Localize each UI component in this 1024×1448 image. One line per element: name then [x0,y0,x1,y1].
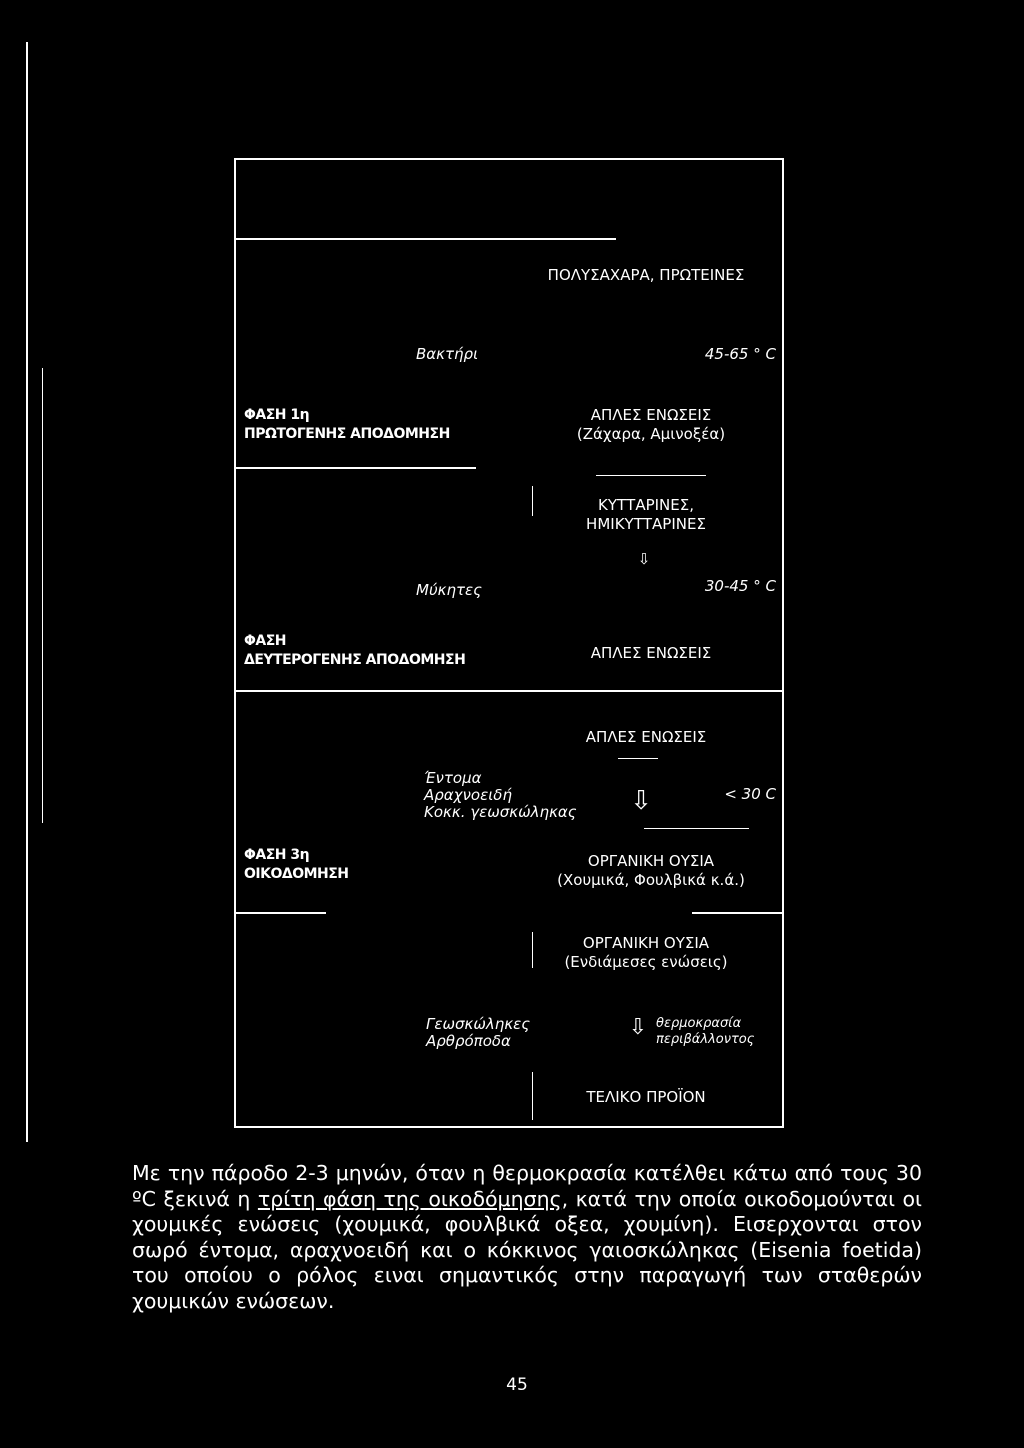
connector-phase4 [532,932,533,968]
phase1-output-line2: (Ζάχαρα, Αμινοξέα) [576,425,726,443]
page-number: 45 [506,1375,528,1395]
divider-phase3-short [618,758,658,759]
phase3-input: ΑΠΛΕΣ ΕΝΩΣΕΙΣ [585,728,707,746]
phase1-output-line1: ΑΠΛΕΣ ΕΝΩΣΕΙΣ [590,406,712,424]
phase4-input-line2: (Ενδιάμεσες ενώσεις) [564,953,728,971]
paragraph-underlined: τρίτη φάση της οικοδόμησης [257,1186,562,1211]
down-arrow-icon-phase4: ⇩ [628,1015,648,1040]
connector-phase2 [532,486,533,516]
phase2-temperature: 30-45 ° C [704,577,776,595]
phase4-note-line1: θερμοκρασία [656,1016,742,1031]
phase4-note-line2: περιβάλλοντος [656,1032,755,1047]
phase4-organism-line2: Αρθρόποδα [426,1032,511,1050]
divider-phase1 [236,467,476,469]
phase2-organism: Μύκητες [416,581,482,599]
margin-line-inner [42,368,43,823]
divider-top [236,238,616,240]
phase1-input: ΠΟΛΥΣΑΧΑΡΑ, ΠΡΩΤΕΙΝΕΣ [547,266,745,284]
phase3-output [546,852,756,890]
phase1-organism: Βακτήρι [416,345,479,363]
phase4-note [656,1016,784,1048]
down-arrow-icon: ⇩ [637,550,651,568]
phase1-label [244,406,484,444]
phase2-label-line2: ΔΕΥΤΕΡΟΓΕΝΗΣ ΑΠΟΔΟΜΗΣΗ [244,652,466,668]
phase3-label [244,846,444,884]
phase3-label-line1: ΦΑΣΗ 3η [244,847,310,863]
phase4-organisms [426,1016,596,1050]
phase1-label-line2: ΠΡΩΤΟΓΕΝΗΣ ΑΠΟΔΟΜΗΣΗ [244,426,450,442]
paragraph-part1: Με την πάροδο 2-3 μηνών, όταν η θερμοκρασία κατέλθει κάτω από τους 30 ºC ξεκινά η [132,1161,922,1211]
phase1-output [556,406,746,444]
phase2-output: ΑΠΛΕΣ ΕΝΩΣΕΙΣ [590,644,712,662]
phase2-label [244,632,544,670]
phase3-output-line1: ΟΡΓΑΝΙΚΗ ΟΥΣΙΑ [587,852,715,870]
phase4-input [546,934,746,972]
body-paragraph [132,1161,922,1314]
phase3-organism-line2: Αραχνοειδή [424,786,512,804]
divider-phase2 [236,690,784,692]
divider-phase3-end [692,912,784,914]
decomposition-diagram [234,158,784,1128]
phase3-label-line2: ΟΙΚΟΔΟΜΗΣΗ [244,866,349,882]
margin-line-left [26,42,28,1142]
phase2-input-line2: ΗΜΙΚΥΤΤΑΡΙΝΕΣ [586,515,706,533]
divider-phase3-left [236,912,326,914]
final-product: ΤΕΛΙΚΟ ΠΡΟΪΟΝ [586,1088,706,1106]
connector-final [532,1072,533,1120]
phase3-organisms [424,770,594,821]
phase1-temperature: 45-65 ° C [704,345,776,363]
phase2-input [546,496,746,534]
divider-phase3-right [644,828,749,829]
phase4-input-line1: ΟΡΓΑΝΙΚΗ ΟΥΣΙΑ [582,934,710,952]
divider-phase1-right [596,475,706,476]
phase2-label-line1: ΦΑΣΗ [244,633,287,649]
phase1-label-line1: ΦΑΣΗ 1η [244,407,310,423]
phase2-input-line1: ΚΥΤΤΑΡΙΝΕΣ, [598,496,694,514]
phase3-organism-line3: Κοκκ. γεωσκώληκας [424,803,577,821]
phase3-temperature: < 30 C [724,785,776,803]
paragraph-part2: , κατά την οποία οικοδομούνται οι χουμικές ενώσεις (χουμικά, φουλβικά οξεα, χουμίνη). Εισερχονται στον σωρό έντομα, αραχνοειδή και ο κόκκινος γαιοσκώληκας (Eisenia foetida) του οποίου ο ρόλος ειναι σημαντικός στην παραγωγή των σταθερών χουμικών ενώσεων. [132,1186,922,1313]
phase4-organism-line1: Γεωσκώληκες [426,1015,531,1033]
down-arrow-icon-phase3: ⇩ [630,786,652,816]
phase3-organism-line1: Έντομα [424,769,482,787]
phase3-output-line2: (Χουμικά, Φουλβικά κ.ά.) [557,871,745,889]
